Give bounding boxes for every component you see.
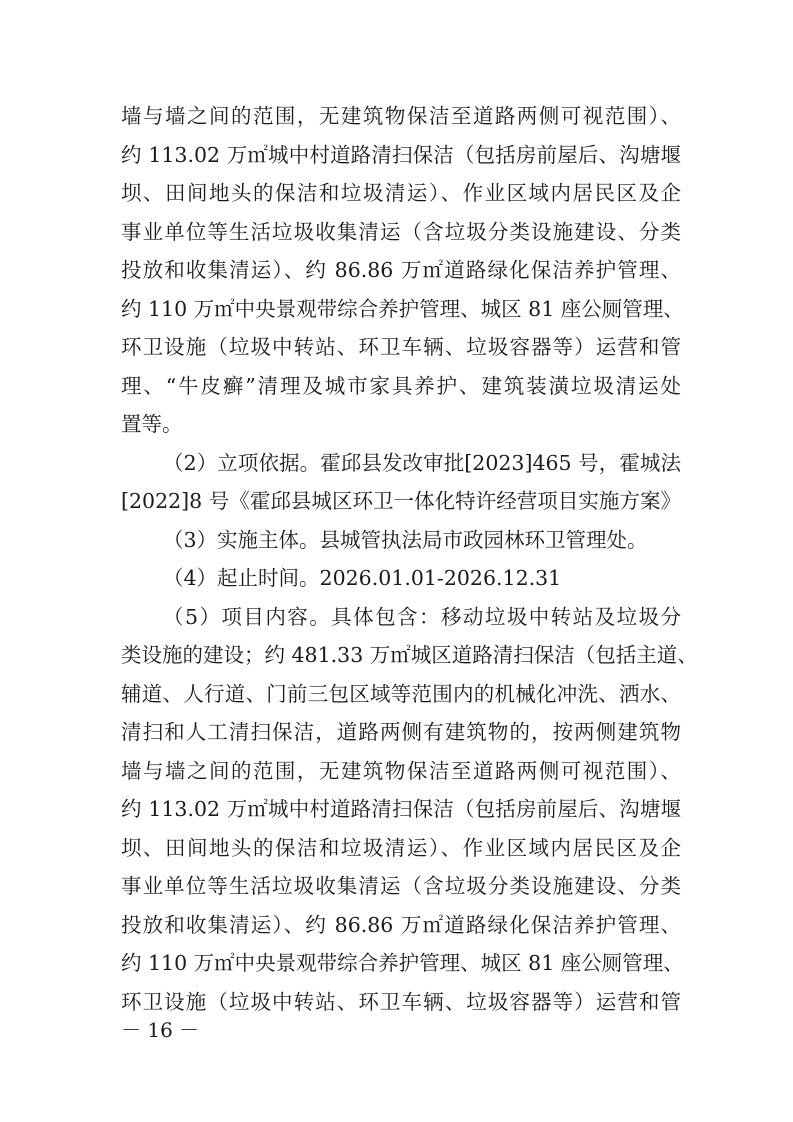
paragraph-line: （2）立项依据。霍邱县发改审批[2023]465 号，霍城法 [163,450,681,475]
paragraph-line: 事业单位等生活垃圾收集清运（含垃圾分类设施建设、分类 [121,874,681,898]
paragraph-line: 环卫设施（垃圾中转站、环卫车辆、垃圾容器等）运营和管 [121,989,681,1014]
paragraph-line: （5）项目内容。具体包含：移动垃圾中转站及垃圾分 [163,604,681,629]
paragraph-line: 类设施的建设；约 481.33 万㎡城区道路清扫保洁（包括主道、 [121,643,698,667]
paragraph-line: 环卫设施（垃圾中转站、环卫车辆、垃圾容器等）运营和管 [121,335,681,359]
paragraph-line: 坝、田间地头的保洁和垃圾清运）、作业区域内居民区及企 [121,835,681,860]
paragraph-line: 清扫和人工清扫保洁，道路两侧有建筑物的，按两侧建筑物 [121,720,681,744]
paragraph-line: 约 110 万㎡中央景观带综合养护管理、城区 81 座公厕管理、 [121,296,684,321]
page-number: － 16 － [121,1018,200,1042]
paragraph-line: 投放和收集清运）、约 86.86 万㎡道路绿化保洁养护管理、 [121,912,681,937]
paragraph-line: （3）实施主体。县城管执法局市政园林环卫管理处。 [163,527,648,552]
paragraph-line: 约 110 万㎡中央景观带综合养护管理、城区 81 座公厕管理、 [121,951,684,975]
paragraph-line: （4）起止时间。2026.01.01-2026.12.31 [163,566,562,590]
paragraph-line: 事业单位等生活垃圾收集清运（含垃圾分类设施建设、分类 [121,219,681,244]
paragraph-line: 坝、田间地头的保洁和垃圾清运）、作业区域内居民区及企 [121,181,681,205]
paragraph-line: 约 113.02 万㎡城中村道路清扫保洁（包括房前屋后、沟塘堰 [121,142,681,167]
paragraph-line: 墙与墙之间的范围，无建筑物保洁至道路两侧可视范围）、 [121,758,681,783]
paragraph-line: 墙与墙之间的范围，无建筑物保洁至道路两侧可视范围）、 [121,104,681,128]
paragraph-line: 辅道、人行道、门前三包区域等范围内的机械化冲洗、洒水、 [121,681,681,706]
paragraph-line: 理、“牛皮癣”清理及城市家具养护、建筑装潢垃圾清运处 [121,373,681,398]
paragraph-line: 约 113.02 万㎡城中村道路清扫保洁（包括房前屋后、沟塘堰 [121,797,681,821]
paragraph-line: 置等。 [121,412,183,436]
paragraph-line: 投放和收集清运）、约 86.86 万㎡道路绿化保洁养护管理、 [121,258,681,282]
paragraph-line: [2022]8 号《霍邱县城区环卫一体化特许经营项目实施方案》 [121,489,681,513]
